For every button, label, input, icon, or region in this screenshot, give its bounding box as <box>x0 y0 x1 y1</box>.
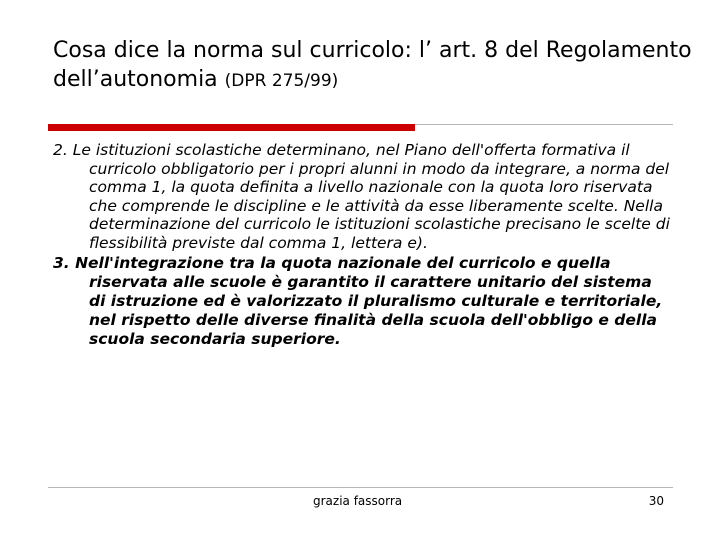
title-accent-bar <box>48 124 415 131</box>
paragraph-comma-2: 2. Le istituzioni scolastiche determinano, nel Piano dell'offerta formativa il curricolo obbligatorio per i propri alunni in modo da integrare, a norma del comma 1, la quota definita a livello nazionale con la quota loro riservata che comprende le discipline e le attività da esse liberamente scelte. Nella determinazione del curricolo le istituzioni scolastiche precisano le scelte di flessibilità previste dal comma 1, lettera e). <box>53 141 670 252</box>
paragraph-comma-3: 3. Nell'integrazione tra la quota nazionale del curricolo e quella riservata alle scuole è garantito il carattere unitario del sistema di istruzione ed è valorizzato il pluralismo culturale e territoriale, nel rispetto delle diverse finalità della scuola dell'obbligo e della scuola secondaria superiore. <box>53 254 663 348</box>
slide-body <box>53 141 673 351</box>
footer-author: grazia fassorra <box>313 494 403 508</box>
slide-title <box>53 36 693 96</box>
page-number: 30 <box>648 494 664 508</box>
title-reference: (DPR 275/99) <box>224 71 339 91</box>
footer-divider-line <box>48 487 673 488</box>
title-main: Cosa dice la norma sul curricolo: l’ art. 8 del Regolamento dell’autonomia <box>53 38 692 92</box>
